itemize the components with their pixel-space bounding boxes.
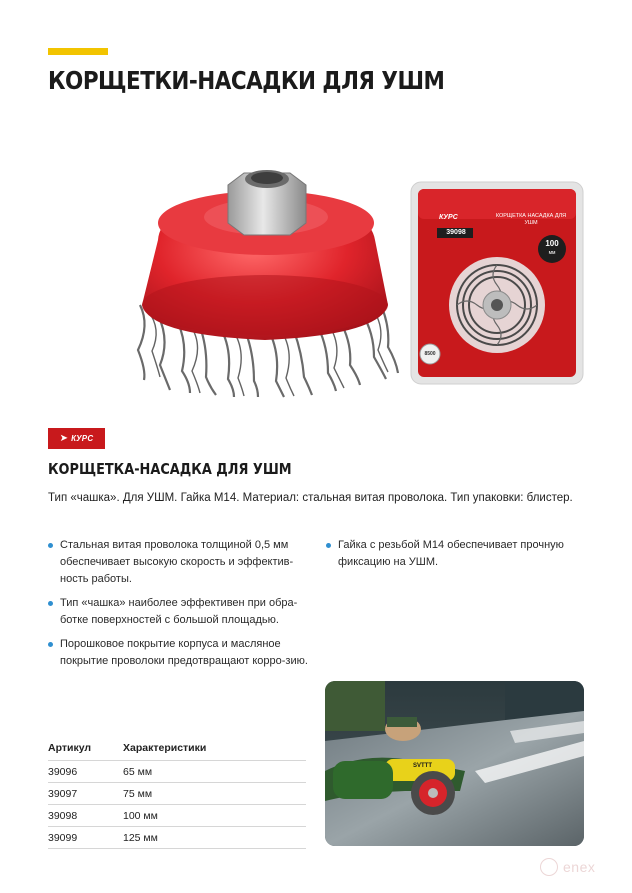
table-row — [48, 827, 306, 849]
table-header-row — [48, 742, 306, 761]
watermark-ring-icon — [540, 858, 558, 876]
table-row — [48, 761, 306, 783]
product-heading: КОРЩЕТКА-НАСАДКА ДЛЯ УШМ — [48, 460, 292, 478]
feature-text: Порошковое покрытие корпуса и масляное покрытие проволоки предотвращают корро-зию. — [60, 638, 308, 667]
feature-text: Стальная витая проволока толщиной 0,5 мм обеспечивает высокую скорость и эффектив-ность работы. — [60, 539, 294, 585]
watermark — [540, 858, 595, 876]
article-cell: 39097 — [48, 783, 123, 805]
list-item — [48, 595, 308, 629]
article-cell: 39098 — [48, 805, 123, 827]
blister-brand-label: КУРС — [439, 214, 458, 221]
spec-cell: 65 мм — [123, 761, 306, 783]
table-row — [48, 805, 306, 827]
column-header-specs: Характеристики — [123, 742, 306, 761]
bullet-icon — [48, 543, 53, 548]
list-item — [326, 537, 588, 571]
features-list-right — [326, 537, 588, 578]
grinder-brand-label: SVTTT — [413, 763, 432, 769]
title-accent-bar — [48, 48, 108, 55]
article-cell: 39096 — [48, 761, 123, 783]
bullet-icon — [48, 601, 53, 606]
specs-table — [48, 742, 306, 849]
blister-size-value: 100 — [545, 239, 559, 248]
spec-cell: 125 мм — [123, 827, 306, 849]
list-item — [48, 537, 308, 588]
usage-photo — [325, 681, 584, 846]
product-description: Тип «чашка». Для УШМ. Гайка М14. Материал: стальная витая проволока. Тип упаковки: блистер. — [48, 492, 573, 504]
feature-text: Тип «чашка» наиболее эффективен при обра-ботке поверхностей с большой площадью. — [60, 597, 298, 626]
brand-name: КУРС — [71, 434, 94, 443]
feature-text: Гайка с резьбой М14 обеспечивает прочную фиксацию на УШМ. — [338, 539, 564, 568]
blister-pack-image — [409, 180, 585, 386]
column-header-article: Артикул — [48, 742, 123, 761]
features-list-left — [48, 537, 308, 677]
list-item — [48, 636, 308, 670]
blister-rpm-badge: 8500 — [424, 351, 436, 357]
spec-cell: 100 мм — [123, 805, 306, 827]
blister-size-unit: мм — [548, 250, 556, 256]
blister-article-number: 39098 — [446, 229, 466, 236]
watermark-text: enex — [563, 859, 596, 875]
bullet-icon — [48, 642, 53, 647]
table-row — [48, 783, 306, 805]
blister-pack-title: КОРЩЕТКА НАСАДКА ДЛЯ УШМ — [495, 213, 567, 226]
spec-cell: 75 мм — [123, 783, 306, 805]
brand-logo — [48, 428, 105, 449]
page-title: КОРЩЕТКИ-НАСАДКИ ДЛЯ УШМ — [48, 66, 445, 95]
bullet-icon — [326, 543, 331, 548]
cup-brush-image — [130, 165, 400, 400]
brand-arrow-icon: ➤ — [59, 432, 69, 444]
article-cell: 39099 — [48, 827, 123, 849]
